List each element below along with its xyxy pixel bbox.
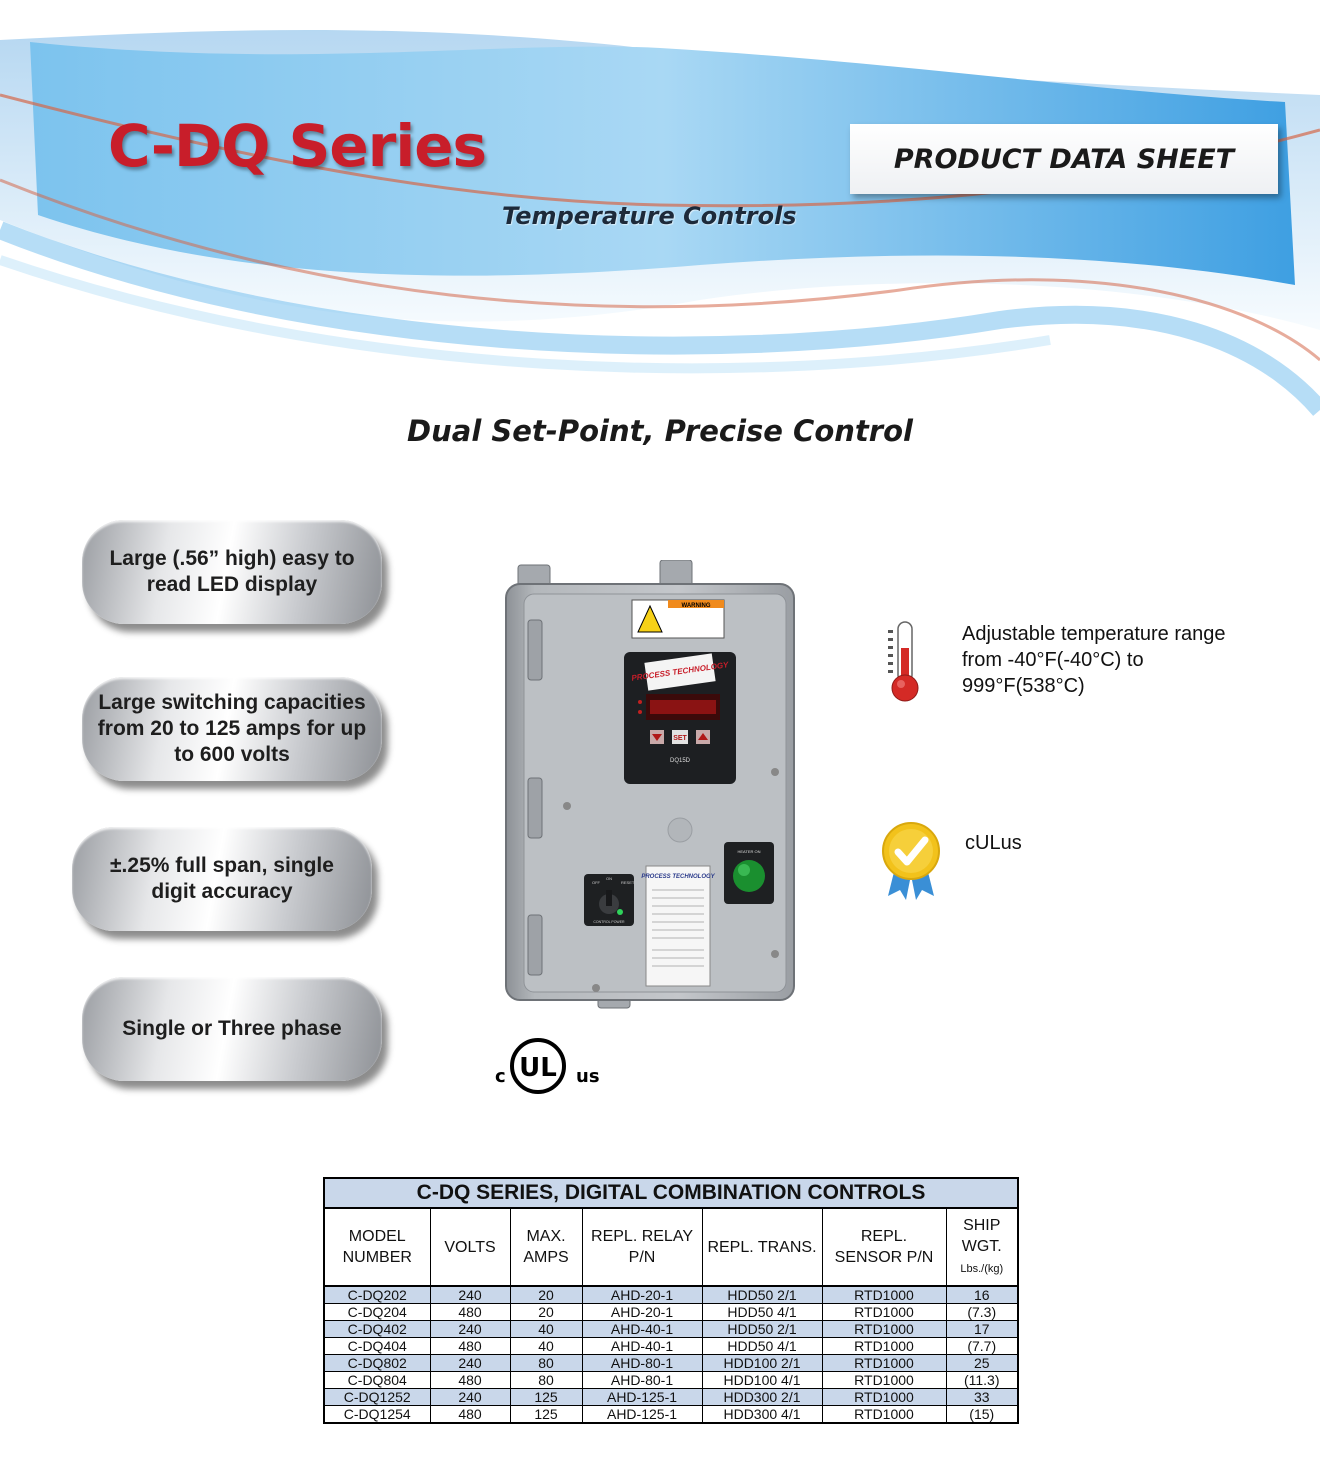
table-caption: C-DQ SERIES, DIGITAL COMBINATION CONTROLS <box>324 1178 1018 1208</box>
cell-amps: 40 <box>510 1321 582 1338</box>
cell-weight: 25 <box>946 1355 1018 1372</box>
product-enclosure-image <box>500 560 800 1010</box>
temperature-range-text: Adjustable temperature range from -40°F(-40°C) to 999°F(538°C) <box>962 623 1226 697</box>
table-row <box>324 1321 1018 1338</box>
product-data-sheet-label: PRODUCT DATA SHEET <box>893 143 1235 175</box>
feature-text: Single or Three phase <box>122 1017 342 1040</box>
cell-relay: AHD-40-1 <box>582 1321 702 1338</box>
cell-sensor: RTD1000 <box>822 1355 946 1372</box>
cell-volts: 240 <box>430 1286 510 1304</box>
table-row <box>324 1304 1018 1321</box>
feature-pill-switching-capacity <box>82 677 382 781</box>
cell-volts: 240 <box>430 1389 510 1406</box>
table-row <box>324 1286 1018 1304</box>
cell-weight: 17 <box>946 1321 1018 1338</box>
set-button-label: SET <box>673 735 687 742</box>
feature-text: Large switching capacities from 20 to 125 amps for up to 600 volts <box>97 691 367 766</box>
switch-reset-label: RESET <box>621 880 635 885</box>
nameplate-brand: PROCESS TECHNOLOGY <box>641 874 715 880</box>
cell-model: C-DQ404 <box>324 1338 430 1355</box>
cell-volts: 480 <box>430 1406 510 1424</box>
feature-pill-led-display <box>82 520 382 624</box>
ul-logo-c: c <box>495 1066 506 1087</box>
header-volts: VOLTS <box>430 1208 510 1286</box>
feature-text: ±.25% full span, single digit accuracy <box>110 854 334 903</box>
switch-on-label: ON <box>606 876 612 881</box>
cell-model: C-DQ804 <box>324 1372 430 1389</box>
table-header-row <box>324 1208 1018 1286</box>
cell-relay: AHD-40-1 <box>582 1338 702 1355</box>
header-model: MODEL NUMBER <box>324 1208 430 1286</box>
cell-volts: 240 <box>430 1355 510 1372</box>
cell-relay: AHD-80-1 <box>582 1355 702 1372</box>
ul-logo-center: UL <box>519 1053 557 1083</box>
header-relay: REPL. RELAY P/N <box>582 1208 702 1286</box>
cell-trans: HDD100 2/1 <box>702 1355 822 1372</box>
header-trans: REPL. TRANS. <box>702 1208 822 1286</box>
table-row <box>324 1372 1018 1389</box>
cell-model: C-DQ202 <box>324 1286 430 1304</box>
cell-model: C-DQ802 <box>324 1355 430 1372</box>
cell-trans: HDD50 4/1 <box>702 1338 822 1355</box>
series-title: C-DQ Series <box>108 112 487 180</box>
table-row <box>324 1389 1018 1406</box>
cell-weight: (15) <box>946 1406 1018 1424</box>
cell-sensor: RTD1000 <box>822 1304 946 1321</box>
feature-pill-accuracy <box>72 827 372 931</box>
cell-model: C-DQ1252 <box>324 1389 430 1406</box>
heater-on-label: HEATER ON <box>737 849 761 854</box>
controller-model: DQ15D <box>669 758 691 764</box>
cell-trans: HDD50 2/1 <box>702 1286 822 1304</box>
cell-amps: 40 <box>510 1338 582 1355</box>
header-ship-weight: SHIP WGT. Lbs./(kg) <box>946 1208 1018 1286</box>
cell-amps: 20 <box>510 1304 582 1321</box>
table-row <box>324 1338 1018 1355</box>
cell-sensor: RTD1000 <box>822 1286 946 1304</box>
cell-weight: (11.3) <box>946 1372 1018 1389</box>
certification-text: cULus <box>965 832 1022 854</box>
cell-weight: 33 <box>946 1389 1018 1406</box>
headline: Dual Set-Point, Precise Control <box>407 414 913 448</box>
cell-weight: (7.7) <box>946 1338 1018 1355</box>
warning-label: WARNING <box>681 603 711 609</box>
table-row <box>324 1355 1018 1372</box>
cell-relay: AHD-80-1 <box>582 1372 702 1389</box>
thermometer-icon <box>884 620 924 704</box>
cell-model: C-DQ204 <box>324 1304 430 1321</box>
cell-amps: 20 <box>510 1286 582 1304</box>
cell-volts: 240 <box>430 1321 510 1338</box>
cell-amps: 80 <box>510 1372 582 1389</box>
control-power-label: CONTROL POWER <box>593 920 625 924</box>
cell-relay: AHD-125-1 <box>582 1389 702 1406</box>
cell-amps: 125 <box>510 1406 582 1424</box>
category-subtitle: Temperature Controls <box>502 202 797 230</box>
product-data-sheet-box <box>850 124 1278 194</box>
cell-amps: 125 <box>510 1389 582 1406</box>
cell-amps: 80 <box>510 1355 582 1372</box>
cell-relay: AHD-125-1 <box>582 1406 702 1424</box>
ul-logo-us: us <box>576 1066 600 1087</box>
cell-weight: 16 <box>946 1286 1018 1304</box>
cell-sensor: RTD1000 <box>822 1321 946 1338</box>
cell-sensor: RTD1000 <box>822 1406 946 1424</box>
cell-trans: HDD300 4/1 <box>702 1406 822 1424</box>
cell-trans: HDD300 2/1 <box>702 1389 822 1406</box>
switch-off-label: OFF <box>592 880 600 885</box>
cell-model: C-DQ1254 <box>324 1406 430 1424</box>
ul-certification-logo <box>492 1036 604 1096</box>
cell-volts: 480 <box>430 1338 510 1355</box>
feature-pill-phase <box>82 977 382 1081</box>
cell-trans: HDD50 4/1 <box>702 1304 822 1321</box>
header-amps: MAX. AMPS <box>510 1208 582 1286</box>
table-row <box>324 1406 1018 1424</box>
cell-weight: (7.3) <box>946 1304 1018 1321</box>
cell-sensor: RTD1000 <box>822 1338 946 1355</box>
header-sensor: REPL. SENSOR P/N <box>822 1208 946 1286</box>
controller-brand: PROCESS TECHNOLOGY <box>630 660 729 683</box>
table-body <box>324 1286 1018 1423</box>
badge-check-icon <box>880 820 942 900</box>
cell-sensor: RTD1000 <box>822 1389 946 1406</box>
cell-model: C-DQ402 <box>324 1321 430 1338</box>
spec-table <box>323 1177 1019 1424</box>
cell-trans: HDD50 2/1 <box>702 1321 822 1338</box>
cell-sensor: RTD1000 <box>822 1372 946 1389</box>
cell-relay: AHD-20-1 <box>582 1286 702 1304</box>
feature-text: Large (.56” high) easy to read LED display <box>109 547 355 596</box>
cell-trans: HDD100 4/1 <box>702 1372 822 1389</box>
cell-volts: 480 <box>430 1304 510 1321</box>
cell-volts: 480 <box>430 1372 510 1389</box>
cell-relay: AHD-20-1 <box>582 1304 702 1321</box>
